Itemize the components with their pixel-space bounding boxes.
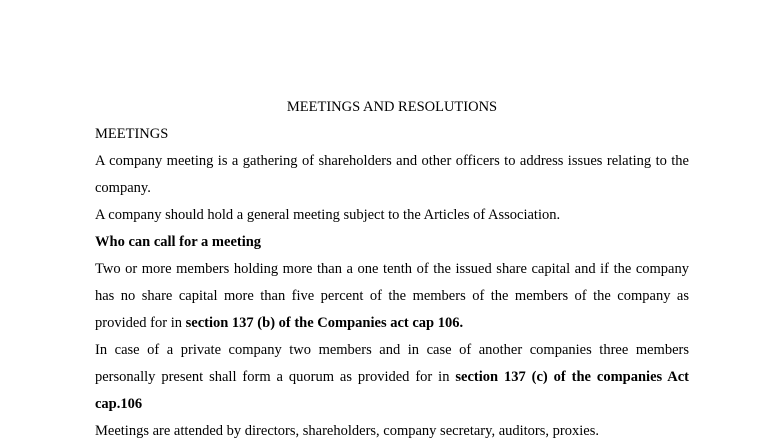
section-reference-137b: section 137 (b) of the Companies act cap 106. bbox=[185, 315, 464, 331]
paragraph-quorum bbox=[95, 337, 689, 418]
document-page bbox=[95, 94, 689, 445]
paragraph-members-holding bbox=[95, 256, 689, 337]
paragraph-quorum-text: In case of a private company two members and in case of another companies three members personally present shall form a quorum as provided for in bbox=[95, 342, 689, 385]
section-heading: MEETINGS bbox=[95, 126, 169, 142]
paragraph-attendees: Meetings are attended by directors, shareholders, company secretary, auditors, proxies. bbox=[95, 423, 599, 439]
paragraph-members-text: Two or more members holding more than a one tenth of the issued share capital and if the company has no share capital more than five percent of the members of the members of the company as provided for in bbox=[95, 261, 689, 331]
section-reference-137c: section 137 (c) of the companies Act cap.106 bbox=[95, 369, 689, 412]
paragraph-general-meeting: A company should hold a general meeting subject to the Articles of Association. bbox=[95, 207, 561, 223]
paragraph-definition: A company meeting is a gathering of shareholders and other officers to address issues relating to the company. bbox=[95, 153, 689, 196]
subheading-who-can-call: Who can call for a meeting bbox=[95, 234, 262, 250]
document-title: MEETINGS AND RESOLUTIONS bbox=[286, 99, 498, 115]
